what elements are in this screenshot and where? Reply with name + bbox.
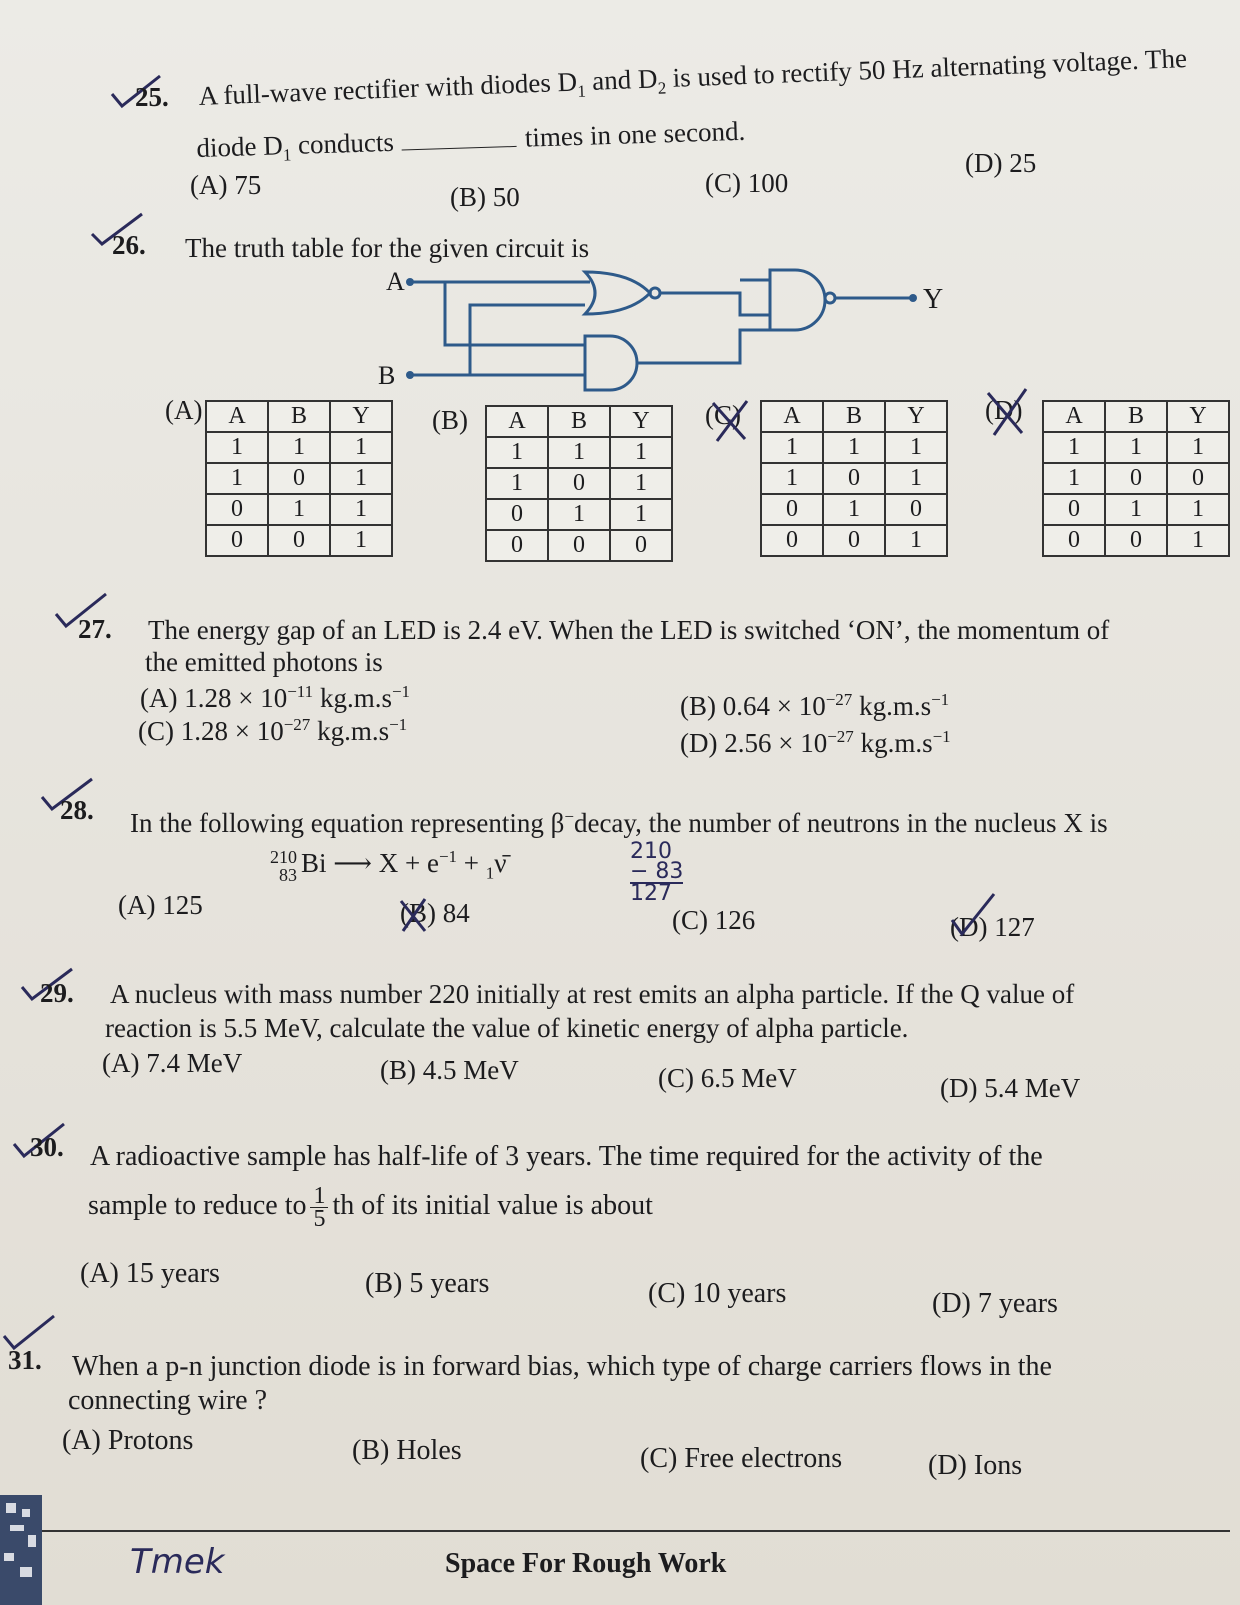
question-text: In the following equation representing β−decay, the number of neutrons in the nucleus X is (130, 807, 1108, 838)
answer-blank (402, 146, 517, 151)
option-d: (D) 25 (965, 148, 1037, 178)
output-y-label: Y (923, 284, 944, 315)
question-text: A radioactive sample has half-life of 3 years. The time required for the activity of the (90, 1141, 1043, 1172)
option-b: (B) Holes (352, 1435, 462, 1466)
option-b-label: (B) (432, 405, 468, 435)
handwritten-calculation: 210 − 83 127 (630, 839, 684, 906)
question-number: 29. (40, 978, 74, 1008)
question-text-line2: the emitted photons is (145, 647, 383, 677)
option-c: (C) 100 (705, 168, 789, 198)
question-text-line2: reaction is 5.5 MeV, calculate the value of kinetic energy of alpha particle. (105, 1013, 909, 1043)
question-number: 28. (60, 795, 94, 825)
qr-code-icon (0, 1495, 42, 1605)
question-number: 30. (30, 1132, 64, 1162)
option-a: (A) $1.28 \times 10^{-11}$ $kg.m.s^{-1}$ (140, 682, 411, 713)
question-number: 27. (78, 614, 112, 644)
input-b-label: B (378, 361, 396, 390)
logic-circuit-diagram (330, 250, 980, 400)
question-text: The energy gap of an LED is 2.4 eV. When the LED is switched ‘ON’, the momentum of (148, 615, 1110, 645)
decay-equation: 210 83 Bi ⟶ $X + e^{-1}$ + $_1$ν̄ (270, 846, 507, 885)
option-a: (A) Protons (62, 1425, 194, 1456)
handwritten-note: Tmek (130, 1542, 225, 1582)
option-c: (C) 10 years (648, 1278, 787, 1309)
truth-table-b: A B Y 1 1 1 1 0 1 0 1 1 0 0 0 (485, 405, 673, 562)
option-b: (B) $0.64 \times 10^{-27}$ $kg.m.s^{-1}$ (680, 690, 950, 721)
question-number: 31. (8, 1345, 42, 1375)
cross-mark-icon (705, 395, 755, 445)
truth-table-c: A B Y 1 1 1 1 0 1 0 1 0 0 0 1 (760, 400, 948, 557)
option-b: (B) 5 years (365, 1268, 490, 1299)
option-d: (D) 5.4 MeV (940, 1073, 1081, 1103)
option-a-label: (A) (165, 395, 203, 425)
option-d-label: (D) (985, 395, 1023, 425)
option-a: (A) 7.4 MeV (102, 1048, 243, 1078)
input-a-label: A (386, 267, 405, 296)
question-number: 25. (135, 82, 169, 112)
option-b: (B) 4.5 MeV (380, 1055, 519, 1085)
question-text-line2: connecting wire ? (68, 1385, 268, 1416)
tick-mark-icon (948, 890, 998, 940)
option-a: (A) 75 (190, 170, 262, 200)
option-d: (D) Ions (928, 1450, 1023, 1481)
option-c-label: (C) (705, 400, 741, 430)
option-c: (C) $1.28 \times 10^{-27}$ $kg.m.s^{-1}$ (138, 715, 408, 746)
question-text: The truth table for the given circuit is (185, 233, 590, 263)
question-text: A full-wave rectifier with diodes $D_1$ and $D_2$ is used to rectify 50 Hz alternating voltage. The (198, 43, 1188, 111)
truth-table-d: A B Y 1 1 1 1 0 0 0 1 1 0 0 1 (1042, 400, 1230, 557)
option-b: (B) 84 (400, 898, 470, 928)
option-d: (D) $2.56 \times 10^{-27}$ $kg.m.s^{-1}$ (680, 727, 951, 758)
question-number: 26. (112, 230, 146, 260)
question-text: A nucleus with mass number 220 initially at rest emits an alpha particle. If the Q value of (110, 979, 1075, 1009)
option-c: (C) 126 (672, 905, 756, 935)
option-d: (D) 7 years (932, 1288, 1058, 1319)
question-text: When a p-n junction diode is in forward bias, which type of charge carriers flows in the (72, 1351, 1052, 1382)
fraction: $\frac{1}{5}$ (310, 1185, 328, 1230)
footer-divider (40, 1530, 1230, 1532)
option-b: (B) 50 (450, 182, 520, 212)
option-c: (C) Free electrons (640, 1443, 843, 1474)
option-a: (A) 15 years (80, 1258, 220, 1289)
cross-mark-icon (980, 385, 1035, 440)
truth-table-a: A B Y 1 1 1 1 0 1 0 1 1 0 0 1 (205, 400, 393, 557)
question-text-line2: sample to reduce to $\frac{1}{5}$ th of its initial value is about (88, 1183, 653, 1232)
option-c: (C) 6.5 MeV (658, 1063, 797, 1093)
rough-work-label: Space For Rough Work (445, 1548, 727, 1579)
option-a: (A) 125 (118, 890, 203, 920)
option-d: (D) 127 (950, 912, 1035, 942)
cross-mark-icon (395, 895, 431, 935)
question-text-line2: diode $D_1$ conducts times in one second. (196, 115, 746, 165)
